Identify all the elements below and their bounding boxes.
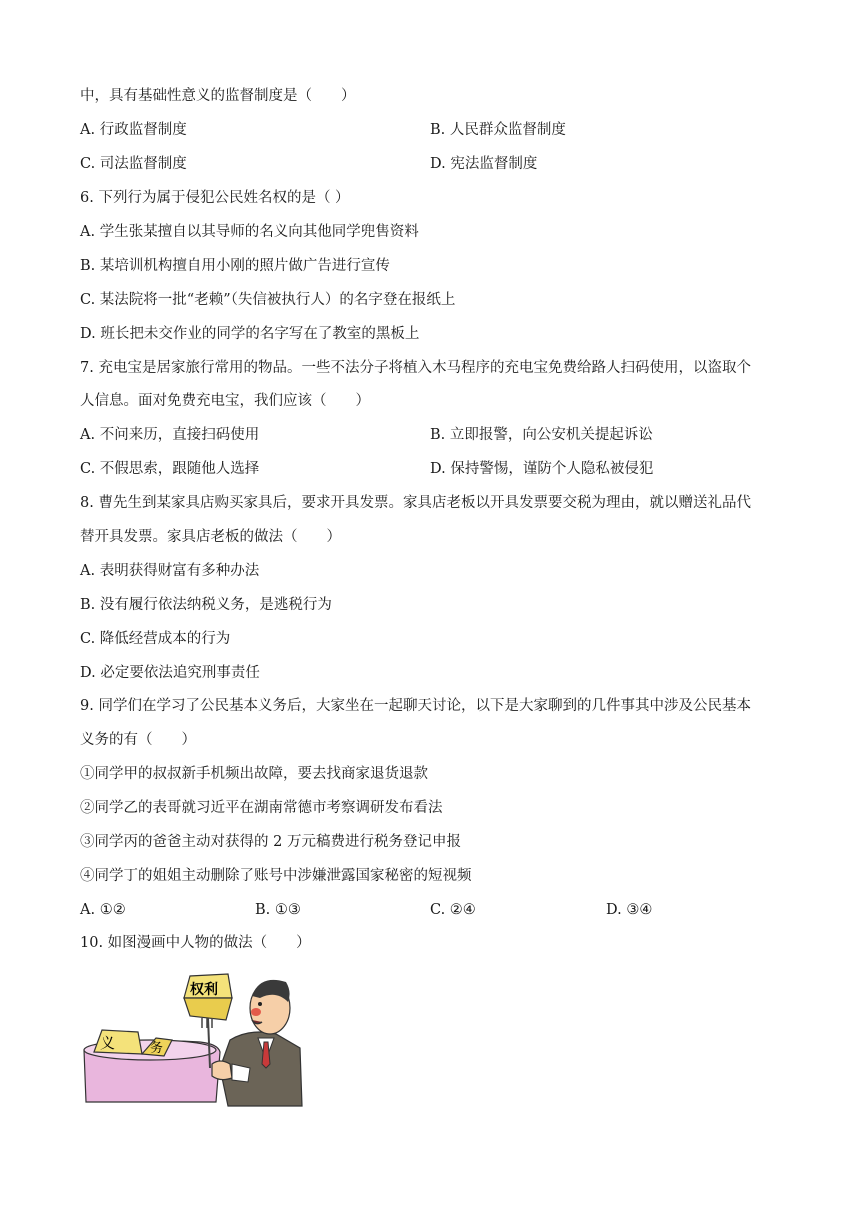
q9-option-a: A. ①② xyxy=(80,902,126,918)
tie xyxy=(262,1042,270,1068)
q6-option-a: A. 学生张某擅自以其导师的名义向其他同学兜售资料 xyxy=(80,224,419,240)
q9-stem-line1: 9. 同学们在学习了公民基本义务后，大家坐在一起聊天讨论，以下是大家聊到的几件事其中涉及公民基本 xyxy=(80,698,751,714)
q6-option-b: B. 某培训机构擅自用小刚的照片做广告进行宣传 xyxy=(80,258,390,274)
q8-option-b: B. 没有履行依法纳税义务，是逃税行为 xyxy=(80,597,332,613)
q7-option-c: C. 不假思索，跟随他人选择 xyxy=(80,461,260,477)
q8-option-c: C. 降低经营成本的行为 xyxy=(80,631,231,647)
person-hand xyxy=(212,1061,232,1080)
q8-option-d: D. 必定要依法追究刑事责任 xyxy=(80,665,260,681)
q9-option-d: D. ③④ xyxy=(606,902,653,918)
q8-stem-line1: 8. 曹先生到某家具店购买家具后，要求开具发票。家具店老板以开具发票要交税为理由，就以赠送礼品代 xyxy=(80,495,751,511)
q9-statement-1: ①同学甲的叔叔新手机频出故障，要去找商家退货退款 xyxy=(80,766,428,782)
q10-stem: 10. 如图漫画中人物的做法（ ） xyxy=(80,935,311,951)
q7-option-d: D. 保持警惕，谨防个人隐私被侵犯 xyxy=(430,461,654,477)
q9-option-b: B. ①③ xyxy=(255,902,301,918)
q7-option-a: A. 不问来历，直接扫码使用 xyxy=(80,427,260,443)
q9-option-c: C. ②④ xyxy=(430,902,476,918)
q6-option-d: D. 班长把未交作业的同学的名字写在了教室的黑板上 xyxy=(80,326,420,342)
cartoon-illustration xyxy=(80,968,304,1108)
cheese-right-label: 权利 xyxy=(190,982,218,998)
cheese-right-bottom xyxy=(184,998,232,1020)
q7-option-b: B. 立即报警，向公安机关提起诉讼 xyxy=(430,427,653,443)
q5-stem: 中，具有基础性意义的监督制度是（ ） xyxy=(80,88,356,104)
cheese-left-label-2: 务 xyxy=(150,1041,164,1056)
q9-statement-3: ③同学丙的爸爸主动对获得的 2 万元稿费进行税务登记申报 xyxy=(80,834,461,850)
q5-option-a: A. 行政监督制度 xyxy=(80,122,187,138)
q9-stem-line2: 义务的有（ ） xyxy=(80,732,196,748)
q7-stem-line1: 7. 充电宝是居家旅行常用的物品。一些不法分子将植入木马程序的充电宝免费给路人扫码使用，以盗取个 xyxy=(80,360,751,376)
q6-option-c: C. 某法院将一批“老赖”（失信被执行人）的名字登在报纸上 xyxy=(80,292,456,308)
q8-stem-line2: 替开具发票。家具店老板的做法（ ） xyxy=(80,529,341,545)
q9-statement-2: ②同学乙的表哥就习近平在湖南常德市考察调研发布看法 xyxy=(80,800,443,816)
q5-option-b: B. 人民群众监督制度 xyxy=(430,122,566,138)
q5-option-c: C. 司法监督制度 xyxy=(80,156,187,172)
q6-stem: 6. 下列行为属于侵犯公民姓名权的是（ ） xyxy=(80,190,350,206)
q8-option-a: A. 表明获得财富有多种办法 xyxy=(80,563,260,579)
q5-option-d: D. 宪法监督制度 xyxy=(430,156,538,172)
q7-stem-line2: 人信息。面对免费充电宝，我们应该（ ） xyxy=(80,393,370,409)
q9-statement-4: ④同学丁的姐姐主动删除了账号中涉嫌泄露国家秘密的短视频 xyxy=(80,868,472,884)
cheese-left-label-1: 义 xyxy=(100,1034,116,1052)
